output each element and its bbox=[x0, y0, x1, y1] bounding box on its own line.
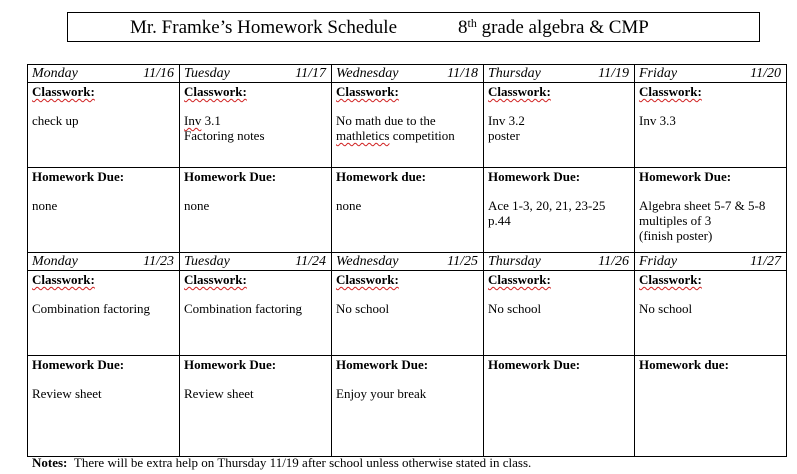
homework-cell bbox=[28, 356, 180, 457]
classwork-header-text: Classwork: bbox=[184, 84, 247, 99]
homework-header-text: Homework Due: bbox=[184, 357, 277, 372]
homework-header bbox=[336, 169, 479, 184]
day-name: Thursday bbox=[488, 254, 541, 269]
title-grade bbox=[458, 14, 649, 42]
homework-line: none bbox=[184, 198, 210, 213]
classwork-header-text: Classwork: bbox=[639, 272, 702, 287]
homework-cell bbox=[635, 168, 787, 253]
homework-line: Enjoy your break bbox=[336, 386, 427, 401]
homework-header-text: Homework due: bbox=[639, 357, 729, 372]
day-date: 11/27 bbox=[750, 254, 781, 269]
day-header-thursday bbox=[484, 253, 635, 271]
classwork-line: Inv 3.1 bbox=[184, 113, 221, 128]
homework-line: (finish poster) bbox=[639, 228, 713, 243]
homework-header-text: Homework Due: bbox=[184, 169, 277, 184]
day-header-tuesday bbox=[180, 253, 332, 271]
day-date: 11/18 bbox=[447, 66, 478, 81]
homework-cell bbox=[28, 168, 180, 253]
day-header-thursday bbox=[484, 65, 635, 83]
classwork-cell bbox=[180, 83, 332, 168]
classwork-header-text: Classwork: bbox=[32, 84, 95, 99]
homework-header-text: Homework Due: bbox=[336, 357, 429, 372]
classwork-header bbox=[488, 84, 630, 99]
grade-suffix: th bbox=[467, 16, 477, 30]
title-teacher-schedule: Mr. Framke’s Homework Schedule bbox=[130, 17, 398, 38]
classwork-header bbox=[32, 272, 175, 287]
notes-text: There will be extra help on Thursday 11/19 after school unless otherwise stated in class. bbox=[73, 455, 532, 470]
classwork-row bbox=[28, 271, 787, 356]
day-date: 11/25 bbox=[447, 254, 478, 269]
homework-header-text: Homework Due: bbox=[32, 357, 125, 372]
day-date: 11/19 bbox=[598, 66, 629, 81]
homework-header bbox=[184, 169, 327, 184]
classwork-cell bbox=[28, 83, 180, 168]
classwork-header bbox=[336, 272, 479, 287]
homework-row bbox=[28, 356, 787, 457]
day-date: 11/24 bbox=[295, 254, 326, 269]
homework-cell bbox=[635, 356, 787, 457]
classwork-line: Combination factoring bbox=[32, 301, 151, 316]
day-name: Monday bbox=[32, 66, 78, 81]
day-header-row bbox=[28, 253, 787, 271]
day-header-monday bbox=[28, 65, 180, 83]
homework-row bbox=[28, 168, 787, 253]
day-name: Wednesday bbox=[336, 254, 399, 269]
homework-cell bbox=[332, 356, 484, 457]
day-header-monday bbox=[28, 253, 180, 271]
classwork-header bbox=[488, 272, 630, 287]
classwork-cell bbox=[332, 83, 484, 168]
homework-line: Review sheet bbox=[32, 386, 102, 401]
classwork-row bbox=[28, 83, 787, 168]
classwork-line: Combination factoring bbox=[184, 301, 303, 316]
homework-line: Review sheet bbox=[184, 386, 254, 401]
classwork-line: Factoring notes bbox=[184, 128, 265, 143]
classwork-cell bbox=[332, 271, 484, 356]
homework-header-text: Homework Due: bbox=[488, 357, 581, 372]
classwork-header-text: Classwork: bbox=[184, 272, 247, 287]
day-header-wednesday bbox=[332, 253, 484, 271]
homework-cell bbox=[180, 168, 332, 253]
notes-label: Notes: bbox=[32, 455, 68, 470]
homework-cell bbox=[484, 168, 635, 253]
classwork-line: poster bbox=[488, 128, 520, 143]
day-date: 11/26 bbox=[598, 254, 629, 269]
homework-header bbox=[336, 357, 479, 372]
day-name: Friday bbox=[639, 254, 678, 269]
classwork-header bbox=[639, 272, 782, 287]
classwork-header-text: Classwork: bbox=[32, 272, 95, 287]
day-name: Friday bbox=[639, 66, 678, 81]
classwork-header-text: Classwork: bbox=[336, 272, 399, 287]
homework-line: p.44 bbox=[488, 213, 511, 228]
classwork-line: No school bbox=[488, 301, 542, 316]
homework-header-text: Homework Due: bbox=[32, 169, 125, 184]
grade-number: 8 bbox=[458, 17, 468, 38]
day-header-friday bbox=[635, 253, 787, 271]
classwork-line: mathletics competition bbox=[336, 128, 455, 143]
day-name: Tuesday bbox=[184, 66, 230, 81]
grade-rest: grade algebra & CMP bbox=[476, 17, 649, 38]
day-name: Monday bbox=[32, 254, 78, 269]
homework-header bbox=[32, 357, 175, 372]
homework-line: Ace 1-3, 20, 21, 23-25 bbox=[488, 198, 606, 213]
day-name: Thursday bbox=[488, 66, 541, 81]
homework-header bbox=[639, 357, 782, 372]
document-title bbox=[67, 12, 760, 42]
schedule-table bbox=[27, 64, 787, 457]
day-date: 11/17 bbox=[295, 66, 326, 81]
classwork-header-text: Classwork: bbox=[336, 84, 399, 99]
homework-line: multiples of 3 bbox=[639, 213, 712, 228]
classwork-header bbox=[639, 84, 782, 99]
day-name: Tuesday bbox=[184, 254, 230, 269]
classwork-cell bbox=[484, 83, 635, 168]
day-header-friday bbox=[635, 65, 787, 83]
homework-header-text: Homework due: bbox=[336, 169, 426, 184]
homework-cell bbox=[484, 356, 635, 457]
day-date: 11/20 bbox=[750, 66, 781, 81]
homework-header bbox=[32, 169, 175, 184]
homework-cell bbox=[180, 356, 332, 457]
day-name: Wednesday bbox=[336, 66, 399, 81]
homework-header bbox=[184, 357, 327, 372]
day-header-row bbox=[28, 65, 787, 83]
homework-line: Algebra sheet 5-7 & 5-8 bbox=[639, 198, 766, 213]
classwork-line: Inv 3.2 bbox=[488, 113, 525, 128]
homework-line: none bbox=[32, 198, 58, 213]
homework-header-text: Homework Due: bbox=[639, 169, 732, 184]
classwork-line: No school bbox=[336, 301, 390, 316]
classwork-header-text: Classwork: bbox=[639, 84, 702, 99]
classwork-line: No school bbox=[639, 301, 693, 316]
classwork-line: check up bbox=[32, 113, 79, 128]
day-header-tuesday bbox=[180, 65, 332, 83]
notes bbox=[32, 455, 531, 470]
classwork-header-text: Classwork: bbox=[488, 272, 551, 287]
classwork-header bbox=[336, 84, 479, 99]
homework-header-text: Homework Due: bbox=[488, 169, 581, 184]
homework-header bbox=[488, 357, 630, 372]
classwork-header bbox=[184, 272, 327, 287]
classwork-line: Inv 3.3 bbox=[639, 113, 676, 128]
classwork-line: No math due to the bbox=[336, 113, 436, 128]
homework-header bbox=[639, 169, 782, 184]
classwork-header bbox=[184, 84, 327, 99]
classwork-cell bbox=[180, 271, 332, 356]
classwork-header-text: Classwork: bbox=[488, 84, 551, 99]
classwork-cell bbox=[635, 83, 787, 168]
classwork-cell bbox=[484, 271, 635, 356]
classwork-cell bbox=[635, 271, 787, 356]
classwork-cell bbox=[28, 271, 180, 356]
day-date: 11/16 bbox=[143, 66, 174, 81]
day-header-wednesday bbox=[332, 65, 484, 83]
classwork-header bbox=[32, 84, 175, 99]
homework-cell bbox=[332, 168, 484, 253]
homework-header bbox=[488, 169, 630, 184]
homework-line: none bbox=[336, 198, 362, 213]
day-date: 11/23 bbox=[143, 254, 174, 269]
